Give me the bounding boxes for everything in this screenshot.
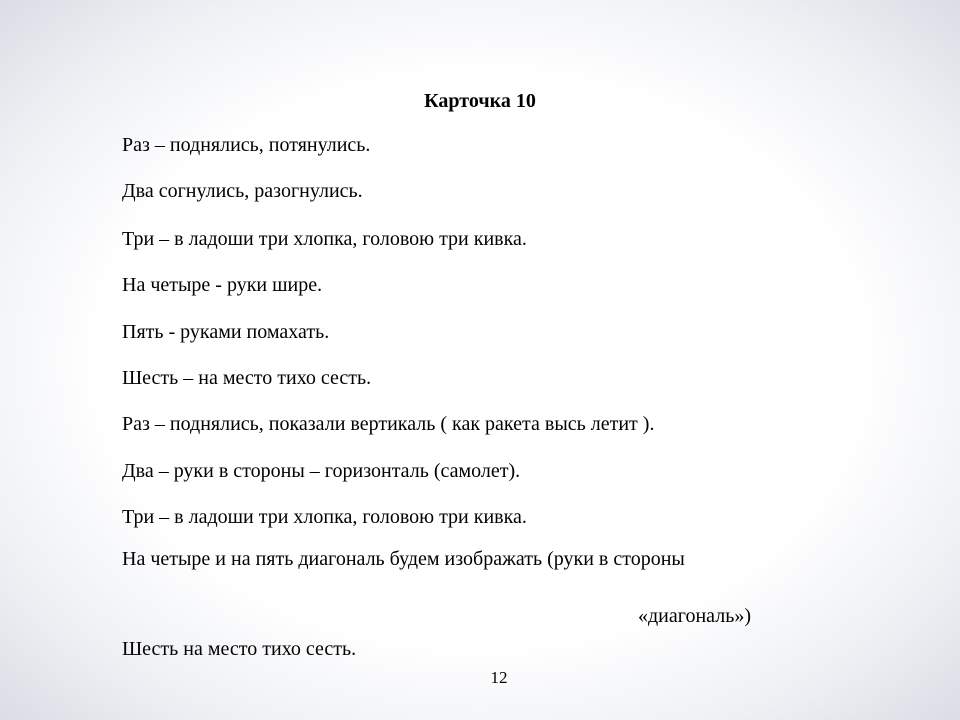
page-number: 12: [490, 668, 508, 687]
text-line: Три – в ладоши три хлопка, головою три кивка.: [122, 506, 527, 528]
text-line: Два согнулись, разогнулись.: [122, 180, 363, 202]
text-line: Раз – поднялись, потянулись.: [122, 134, 371, 156]
text-line: Пять - руками помахать.: [122, 321, 330, 343]
text-line: Шесть – на место тихо сесть.: [122, 367, 372, 389]
text-line: На четыре - руки шире.: [122, 274, 323, 296]
text-line-continuation: «диагональ»): [638, 605, 751, 627]
card-title: Карточка 10: [424, 90, 536, 112]
text-line: На четыре и на пять диагональ будем изображать (руки в стороны: [122, 548, 685, 570]
text-line: Два – руки в стороны – горизонталь (самолет).: [122, 460, 521, 482]
text-line: Шесть на место тихо сесть.: [122, 638, 357, 660]
text-line: Три – в ладоши три хлопка, головою три кивка.: [122, 228, 527, 250]
text-line: Раз – поднялись, показали вертикаль ( как ракета высь летит ).: [122, 413, 655, 435]
